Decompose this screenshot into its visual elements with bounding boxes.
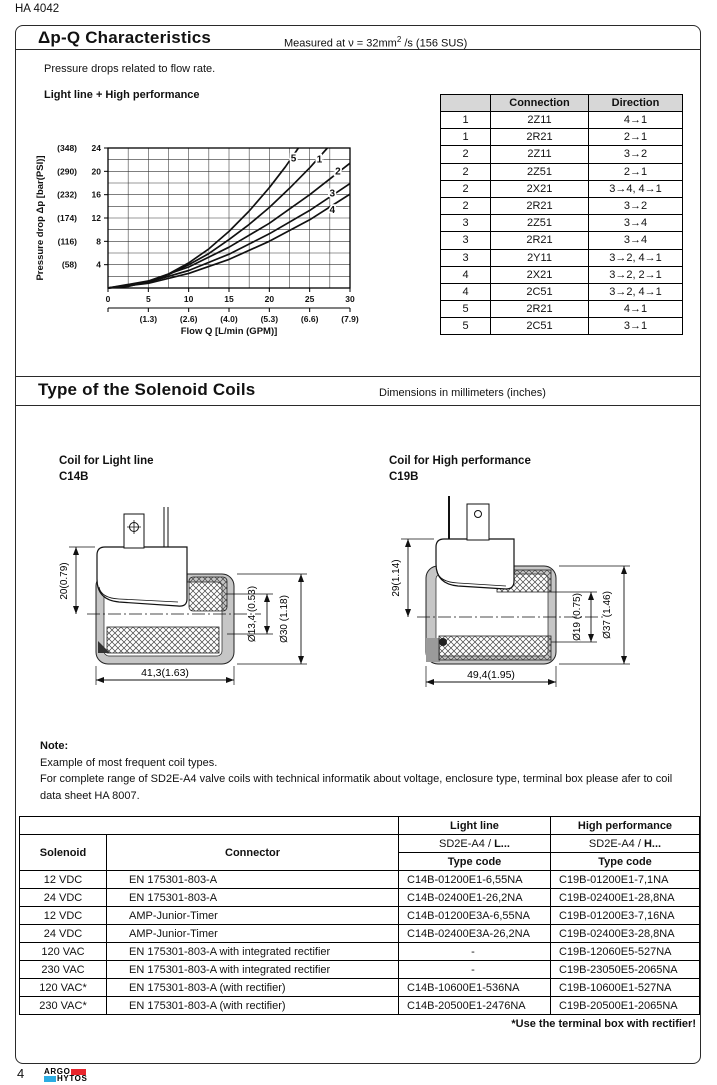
table-cell: EN 175301-803-A — [107, 871, 399, 889]
high-performance-header: High performance — [551, 817, 700, 835]
table-cell: C19B-02400E3-28,8NA — [551, 925, 700, 943]
coil-drawing-c19b — [379, 486, 699, 711]
terminal-hole — [475, 511, 482, 518]
svg-text:(4.0): (4.0) — [220, 314, 238, 324]
dim-inner-dia-label: Ø19 (0.75) — [572, 593, 583, 641]
spade-terminal — [467, 504, 489, 540]
table-cell: 3 — [441, 232, 491, 249]
section1-rule — [16, 49, 700, 50]
table-cell: C19B-23050E5-2065NA — [551, 961, 700, 979]
page-number: 4 — [17, 1066, 25, 1081]
table-cell: EN 175301-803-A with integrated rectifier — [107, 961, 399, 979]
measured-prefix: Measured at ν = 32mm — [284, 37, 397, 50]
table-row — [20, 979, 700, 997]
table-cell: 120 VAC* — [20, 979, 107, 997]
svg-text:(290): (290) — [57, 166, 77, 177]
svg-text:16: 16 — [91, 189, 101, 200]
table-cell: C19B-20500E1-2065NA — [551, 997, 700, 1015]
table-cell: 12 VDC — [20, 907, 107, 925]
table-cell: 4 — [441, 283, 491, 300]
table-cell: 3 — [441, 215, 491, 232]
table-cell: 3→4 — [589, 215, 683, 232]
table-cell: 2C51 — [491, 318, 589, 335]
blank-header-cell — [20, 817, 399, 835]
table-cell: EN 175301-803-A (with rectifier) — [107, 979, 399, 997]
svg-text:25: 25 — [304, 294, 315, 304]
table-cell: 2 — [441, 197, 491, 214]
table-cell: 3→2, 4→1 — [589, 249, 683, 266]
table-footnote: *Use the terminal box with rectifier! — [511, 1018, 696, 1030]
coil-left-label — [59, 454, 154, 485]
table-row — [441, 197, 683, 214]
table-row — [20, 997, 700, 1015]
table-cell: EN 175301-803-A with integrated rectifier — [107, 943, 399, 961]
table-cell: 5 — [441, 301, 491, 318]
intro-text: Pressure drops related to flow rate. — [44, 63, 216, 75]
high-code-bold: H... — [643, 837, 662, 850]
doc-reference: HA 4042 — [15, 3, 60, 15]
table-cell: 2Z51 — [491, 215, 589, 232]
dim-inner-dia-label: Ø13,4 (0.53) — [247, 585, 258, 643]
dim-outer-dia-label: Ø30 (1.18) — [279, 595, 290, 643]
connector-dome — [97, 547, 187, 606]
table-row — [20, 925, 700, 943]
table-cell: 2R21 — [491, 197, 589, 214]
table-cell: 3→2 — [589, 146, 683, 163]
coil-left-line2: C14B — [59, 470, 89, 483]
table-cell: C14B-20500E1-2476NA — [399, 997, 551, 1015]
logo-blue-block-icon — [44, 1076, 56, 1082]
table-cell: AMP-Junior-Timer — [107, 907, 399, 925]
table-cell: 3 — [441, 249, 491, 266]
winding-bottom-section — [439, 636, 551, 660]
svg-text:Flow Q [L/min (GPM)]: Flow Q [L/min (GPM)] — [180, 326, 278, 337]
svg-text:(232): (232) — [57, 189, 77, 200]
svg-text:(58): (58) — [61, 259, 77, 270]
table-cell: 2 — [441, 163, 491, 180]
svg-text:5: 5 — [145, 294, 151, 304]
section2-rule-top — [16, 376, 700, 377]
table-cell: EN 175301-803-A (with rectifier) — [107, 997, 399, 1015]
connection-table — [440, 94, 683, 335]
table-row — [441, 146, 683, 163]
dim-length-label: 41,3(1.63) — [141, 667, 189, 679]
dim-length-label: 49,4(1.95) — [467, 669, 515, 681]
table-cell: 2 — [441, 180, 491, 197]
table-cell: 3→4, 4→1 — [589, 180, 683, 197]
wire-pin — [164, 507, 168, 547]
coil-right-line2: C19B — [389, 470, 419, 483]
pq-characteristics-chart — [30, 138, 368, 340]
table-row — [441, 249, 683, 266]
dim-height-label: 20(0.79) — [59, 562, 70, 600]
table-cell: C14B-01200E3A-6,55NA — [399, 907, 551, 925]
dimensions-note: Dimensions in millimeters (inches) — [379, 387, 546, 399]
table-row — [20, 907, 700, 925]
table-cell: C19B-01200E1-7,1NA — [551, 871, 700, 889]
light-code-bold: L... — [494, 837, 510, 850]
table-cell: C14B-02400E1-26,2NA — [399, 889, 551, 907]
svg-text:(348): (348) — [57, 143, 77, 153]
table-cell: 4→1 — [589, 301, 683, 318]
table-row — [441, 266, 683, 283]
type-table-header-row1 — [20, 817, 700, 835]
type-code-table — [19, 816, 700, 1015]
table-cell: 3→2, 2→1 — [589, 266, 683, 283]
chart-subtitle: Light line + High performance — [44, 89, 200, 101]
svg-text:(174): (174) — [57, 213, 77, 223]
note-block — [40, 738, 680, 804]
table-cell: 120 VAC — [20, 943, 107, 961]
table-cell: 3→1 — [589, 318, 683, 335]
table-cell: 2Z11 — [491, 112, 589, 129]
table-cell: C19B-02400E1-28,8NA — [551, 889, 700, 907]
table-cell: C19B-01200E3-7,16NA — [551, 907, 700, 925]
table-cell: 2X21 — [491, 180, 589, 197]
table-cell: 2R21 — [491, 129, 589, 146]
table-row — [441, 283, 683, 300]
logo-word-hytos: HYTOS — [57, 1074, 88, 1083]
table-cell: 12 VDC — [20, 871, 107, 889]
svg-text:4: 4 — [329, 204, 336, 216]
svg-text:10: 10 — [183, 294, 194, 304]
table-row — [441, 318, 683, 335]
table-cell: 2R21 — [491, 301, 589, 318]
connection-col-connection: Connection — [491, 95, 589, 112]
argo-hytos-logo — [44, 1068, 87, 1082]
table-row — [20, 871, 700, 889]
connector-header: Connector — [107, 835, 399, 871]
svg-text:4: 4 — [96, 259, 101, 270]
measured-note — [284, 35, 467, 50]
light-line-header: Light line — [399, 817, 551, 835]
svg-text:5: 5 — [290, 153, 297, 165]
table-row — [441, 129, 683, 146]
connection-table-header-row — [441, 95, 683, 112]
table-cell: AMP-Junior-Timer — [107, 925, 399, 943]
solenoid-header: Solenoid — [20, 835, 107, 871]
table-cell: 2 — [441, 146, 491, 163]
table-cell: 4→1 — [589, 112, 683, 129]
table-cell: C19B-10600E1-527NA — [551, 979, 700, 997]
table-cell: 3→2 — [589, 197, 683, 214]
table-cell: 24 VDC — [20, 889, 107, 907]
table-cell: 2C51 — [491, 283, 589, 300]
dim-outer-dia-label: Ø37 (1.46) — [602, 591, 613, 639]
table-row — [20, 961, 700, 979]
table-row — [441, 180, 683, 197]
table-cell: - — [399, 961, 551, 979]
table-row — [441, 301, 683, 318]
table-row — [20, 943, 700, 961]
light-code-header — [399, 835, 551, 853]
table-cell: 2→1 — [589, 163, 683, 180]
table-cell: 230 VAC* — [20, 997, 107, 1015]
svg-text:1: 1 — [316, 154, 323, 166]
svg-text:30: 30 — [345, 294, 355, 304]
svg-text:2: 2 — [335, 166, 341, 178]
svg-text:(2.6): (2.6) — [179, 314, 198, 324]
table-cell: C14B-02400E3A-26,2NA — [399, 925, 551, 943]
table-cell: 3→2, 4→1 — [589, 283, 683, 300]
table-row — [441, 232, 683, 249]
logo-word-argo: ARGO — [44, 1067, 71, 1076]
svg-text:0: 0 — [105, 294, 111, 304]
svg-text:(1.3): (1.3) — [139, 314, 158, 324]
table-cell: 5 — [441, 318, 491, 335]
table-cell: 4 — [441, 266, 491, 283]
type-code-header-high: Type code — [551, 853, 700, 871]
table-cell: C14B-01200E1-6,55NA — [399, 871, 551, 889]
note-line1: Example of most frequent coil types. — [40, 756, 218, 769]
svg-text:12: 12 — [91, 213, 101, 223]
svg-text:24: 24 — [91, 143, 101, 153]
winding-bottom-section — [107, 627, 219, 653]
casing-corner-block — [426, 638, 440, 662]
table-cell: 230 VAC — [20, 961, 107, 979]
table-cell: 1 — [441, 129, 491, 146]
svg-text:Pressure drop Δp [bar(PSI)]: Pressure drop Δp [bar(PSI)] — [35, 155, 46, 281]
section1-title: Δp-Q Characteristics — [38, 28, 212, 47]
table-row — [441, 163, 683, 180]
coil-left-line1: Coil for Light line — [59, 455, 154, 467]
coil-drawing-c14b — [49, 489, 344, 704]
svg-text:(116): (116) — [57, 236, 77, 247]
section-corner-mark — [439, 638, 447, 646]
connection-col-blank — [441, 95, 491, 112]
type-table-header-row2 — [20, 835, 700, 853]
table-cell: 2R21 — [491, 232, 589, 249]
table-cell: C19B-12060E5-527NA — [551, 943, 700, 961]
note-label: Note: — [40, 740, 69, 752]
coil-right-line1: Coil for High performance — [389, 455, 531, 467]
table-cell: 2Z51 — [491, 163, 589, 180]
table-row — [441, 215, 683, 232]
table-row — [20, 889, 700, 907]
table-cell: 2Z11 — [491, 146, 589, 163]
table-cell: 1 — [441, 112, 491, 129]
winding-top-section — [189, 577, 227, 611]
high-code-prefix: SD2E-A4 / — [588, 837, 644, 850]
table-cell: 24 VDC — [20, 925, 107, 943]
light-code-prefix: SD2E-A4 / — [439, 837, 495, 850]
table-cell: - — [399, 943, 551, 961]
measured-sup: 2 — [396, 35, 402, 44]
svg-text:20: 20 — [264, 294, 275, 304]
connection-col-direction: Direction — [589, 95, 683, 112]
section2-title: Type of the Solenoid Coils — [38, 380, 256, 399]
page-frame — [15, 25, 701, 1064]
table-cell: C14B-10600E1-536NA — [399, 979, 551, 997]
svg-text:(5.3): (5.3) — [260, 314, 279, 324]
measured-suffix: /s (156 SUS) — [401, 37, 468, 50]
svg-text:8: 8 — [96, 236, 101, 247]
section2-rule-bottom — [16, 405, 700, 406]
table-cell: 2Y11 — [491, 249, 589, 266]
table-cell: 2X21 — [491, 266, 589, 283]
coil-right-label — [389, 454, 531, 485]
svg-text:(7.9): (7.9) — [341, 314, 359, 324]
table-row — [441, 112, 683, 129]
svg-text:15: 15 — [224, 294, 234, 304]
table-cell: 3→4 — [589, 232, 683, 249]
type-code-header-light: Type code — [399, 853, 551, 871]
table-cell: 2→1 — [589, 129, 683, 146]
table-cell: EN 175301-803-A — [107, 889, 399, 907]
svg-text:3: 3 — [329, 188, 336, 200]
high-code-header — [551, 835, 700, 853]
note-line2: For complete range of SD2E-A4 valve coils with technical informatik about voltage, enclosure type, terminal box please afer to coil data sheet HA 8007. — [40, 773, 673, 802]
svg-text:(6.6): (6.6) — [300, 314, 319, 324]
dim-height-label: 29(1.14) — [391, 559, 402, 597]
svg-text:20: 20 — [91, 166, 101, 177]
